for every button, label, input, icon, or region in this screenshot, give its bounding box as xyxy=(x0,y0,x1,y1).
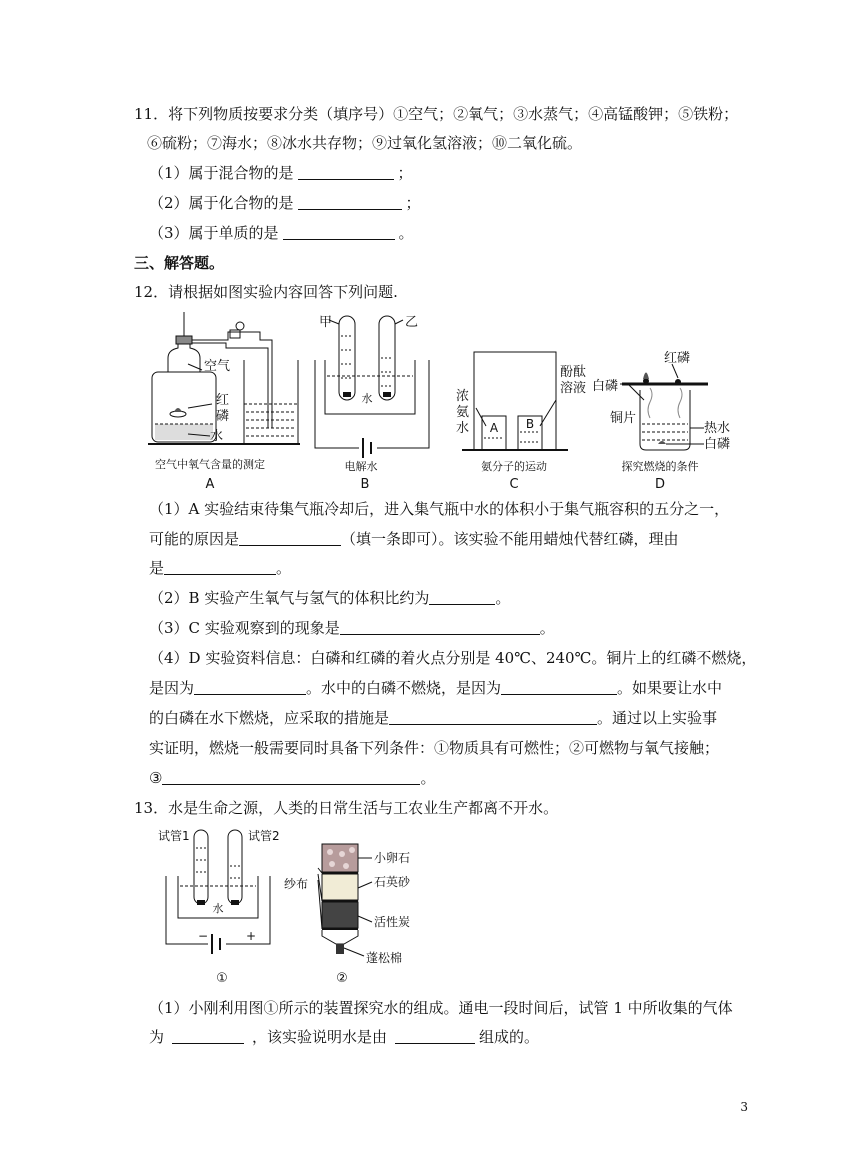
section-heading: 三、解答题。 xyxy=(134,254,225,272)
q12-part4-blank1[interactable] xyxy=(194,678,306,695)
fig1-plus: + xyxy=(246,929,257,943)
fig-c-nong3: 水 xyxy=(456,421,470,436)
q12-stem: 12．请根据如图实验内容回答下列问题. xyxy=(134,283,398,301)
q11-part3-text: （3）属于单质的是 xyxy=(149,224,279,242)
q12-part1-line2 xyxy=(149,528,679,550)
fig-c-phen2: 溶液 xyxy=(560,381,587,396)
fig-d-hot-water: 热水 xyxy=(704,421,731,436)
fig-b-letter: B xyxy=(360,477,370,492)
q13-part1-text: 为 xyxy=(149,1028,165,1046)
fig1-tube1: 试管1 xyxy=(158,829,190,843)
fig1-minus: − xyxy=(198,929,209,943)
q13-part1-line2 xyxy=(149,1026,539,1048)
q11-part3-blank[interactable] xyxy=(283,223,395,240)
fig-d-letter: D xyxy=(654,477,666,492)
q12-part2-blank[interactable] xyxy=(429,588,495,605)
fig-d-copper: 铜片 xyxy=(610,411,637,426)
q12-part3 xyxy=(149,617,555,639)
fig-b-yi: 乙 xyxy=(405,315,419,330)
q12-part1-text: 可能的原因是 xyxy=(149,530,240,548)
figure-d-combustion xyxy=(592,344,742,490)
fig-d-red-p: 红磷 xyxy=(664,351,691,366)
fig2-cloth: 纱布 xyxy=(284,877,309,891)
fig2-quartz: 石英砂 xyxy=(374,875,411,889)
fig-a-redp-label2: 磷 xyxy=(216,409,230,424)
q11-part1-end: ； xyxy=(397,164,413,182)
q13-part1-mid: ，该实验说明水是由 xyxy=(252,1028,388,1046)
q12-part4-blank4[interactable] xyxy=(162,768,420,785)
q12-part4-text3: ③ xyxy=(149,769,163,787)
fig1-label: ① xyxy=(216,971,228,986)
q13-stem: 13．水是生命之源，人类的日常生活与工农业生产都离不开水。 xyxy=(134,799,559,817)
q12-part4-line3 xyxy=(149,707,717,729)
q12-part3-end: 。 xyxy=(539,619,555,637)
svg-text:水: 水 xyxy=(212,902,224,915)
fig-c-caption: 氨分子的运动 xyxy=(481,460,547,473)
fig-b-jia: 甲 xyxy=(319,315,333,330)
q11-part1-text: （1）属于混合物的是 xyxy=(149,164,294,182)
q12-part4-end3: 。 xyxy=(420,769,436,787)
q13-part1-line1: （1）小刚利用图①所示的装置探究水的组成。通电一段时间后，试管 1 中所收集的气体 xyxy=(149,999,733,1017)
figure-1-electrolysis xyxy=(158,826,278,986)
fig2-label: ② xyxy=(336,971,348,986)
figure-c-ammonia xyxy=(452,330,592,490)
fig-c-letter: C xyxy=(509,477,519,492)
q12-part4-blank3[interactable] xyxy=(389,708,597,725)
q11-part2-text: （2）属于化合物的是 xyxy=(149,194,294,212)
q11-part2-end: ； xyxy=(405,194,421,212)
fig-a-caption: 空气中氧气含量的测定 xyxy=(155,458,265,471)
q12-part1-line3 xyxy=(149,557,291,579)
fig-c-beaker-a: A xyxy=(489,421,499,435)
fig-d-white-p2: 白磷 xyxy=(704,437,731,452)
q12-part4-blank2[interactable] xyxy=(501,678,617,695)
q12-part4-mid: 。水中的白磷不燃烧，是因为 xyxy=(306,679,502,697)
fig-c-beaker-b: B xyxy=(525,417,535,431)
svg-text:水: 水 xyxy=(361,392,373,405)
q12-part4-text: 是因为 xyxy=(149,679,195,697)
q12-part4-end1: 。如果要让水中 xyxy=(617,679,723,697)
q12-part2-end: 。 xyxy=(495,589,511,607)
fig-d-caption: 探究燃烧的条件 xyxy=(621,460,699,473)
q11-part2-blank[interactable] xyxy=(298,193,402,210)
fig-a-redp-label: 红 xyxy=(216,393,230,408)
q12-part1-text2: 是 xyxy=(149,559,165,577)
fig2-pebble: 小卵石 xyxy=(374,851,411,865)
q12-part1-line1: （1）A 实验结束待集气瓶冷却后，进入集气瓶中水的体积小于集气瓶容积的五分之一， xyxy=(149,500,730,518)
fig-b-caption: 电解水 xyxy=(344,460,378,473)
q13-part1-blank1[interactable] xyxy=(172,1027,244,1044)
q12-part4-line5 xyxy=(149,767,435,789)
fig1-tube2: 试管2 xyxy=(248,829,280,843)
fig-a-water-label: 水 xyxy=(210,429,224,444)
q12-part3-text: （3）C 实验观察到的现象是 xyxy=(149,619,340,637)
q11-stem-line2: ⑥硫粉；⑦海水；⑧冰水共存物；⑨过氧化氢溶液；⑩二氧化硫。 xyxy=(147,134,583,152)
q12-part2-text: （2）B 实验产生氧气与氢气的体积比约为 xyxy=(149,589,430,607)
q11-part3-end: 。 xyxy=(398,224,414,242)
figure-b-electrolysis xyxy=(305,310,435,490)
q12-part1-end: 。 xyxy=(276,559,292,577)
q12-part1-blank1[interactable] xyxy=(239,529,341,546)
fig-d-white-p: 白磷 xyxy=(592,379,619,394)
q11-stem-line1: 11．将下列物质按要求分类（填序号）①空气；②氧气；③水蒸气；④高锰酸钾；⑤铁粉； xyxy=(134,105,739,123)
fig-a-air-label: 空气 xyxy=(204,359,231,374)
q13-part1-blank2[interactable] xyxy=(395,1027,475,1044)
q13-part1-end: 组成的。 xyxy=(479,1028,540,1046)
q12-part2 xyxy=(149,587,510,609)
q12-part1-mid: （填一条即可）。该实验不能用蜡烛代替红磷，理由 xyxy=(341,530,679,548)
q12-part4-text2: 的白磷在水下燃烧，应采取的措施是 xyxy=(149,709,390,727)
fig2-cotton: 蓬松棉 xyxy=(366,951,403,965)
q12-part4-line4: 实证明，燃烧一般需要同时具备下列条件：①物质具有可燃性；②可燃物与氧气接触； xyxy=(149,739,720,757)
q12-part1-blank2[interactable] xyxy=(164,558,276,575)
fig-c-nong2: 氨 xyxy=(456,405,470,420)
q12-part4-line1: （4）D 实验资料信息：白磷和红磷的着火点分别是 40℃、240℃。铜片上的红磷不燃烧， xyxy=(149,649,757,667)
fig-c-nong1: 浓 xyxy=(456,389,470,404)
page-number: 3 xyxy=(740,1100,748,1114)
q11-part3 xyxy=(149,222,414,244)
figure-a-oxygen-measurement xyxy=(148,312,308,490)
q12-part3-blank[interactable] xyxy=(340,618,540,635)
fig-c-phen1: 酚酞 xyxy=(560,365,587,380)
q11-part1 xyxy=(149,162,413,184)
figure-2-water-filter xyxy=(284,840,434,986)
q11-part2 xyxy=(149,192,421,214)
q12-part4-line2 xyxy=(149,677,722,699)
q12-part4-end2: 。通过以上实验事 xyxy=(597,709,718,727)
fig2-carbon: 活性炭 xyxy=(374,915,411,929)
fig-a-letter: A xyxy=(205,477,215,492)
q11-part1-blank[interactable] xyxy=(298,163,394,180)
